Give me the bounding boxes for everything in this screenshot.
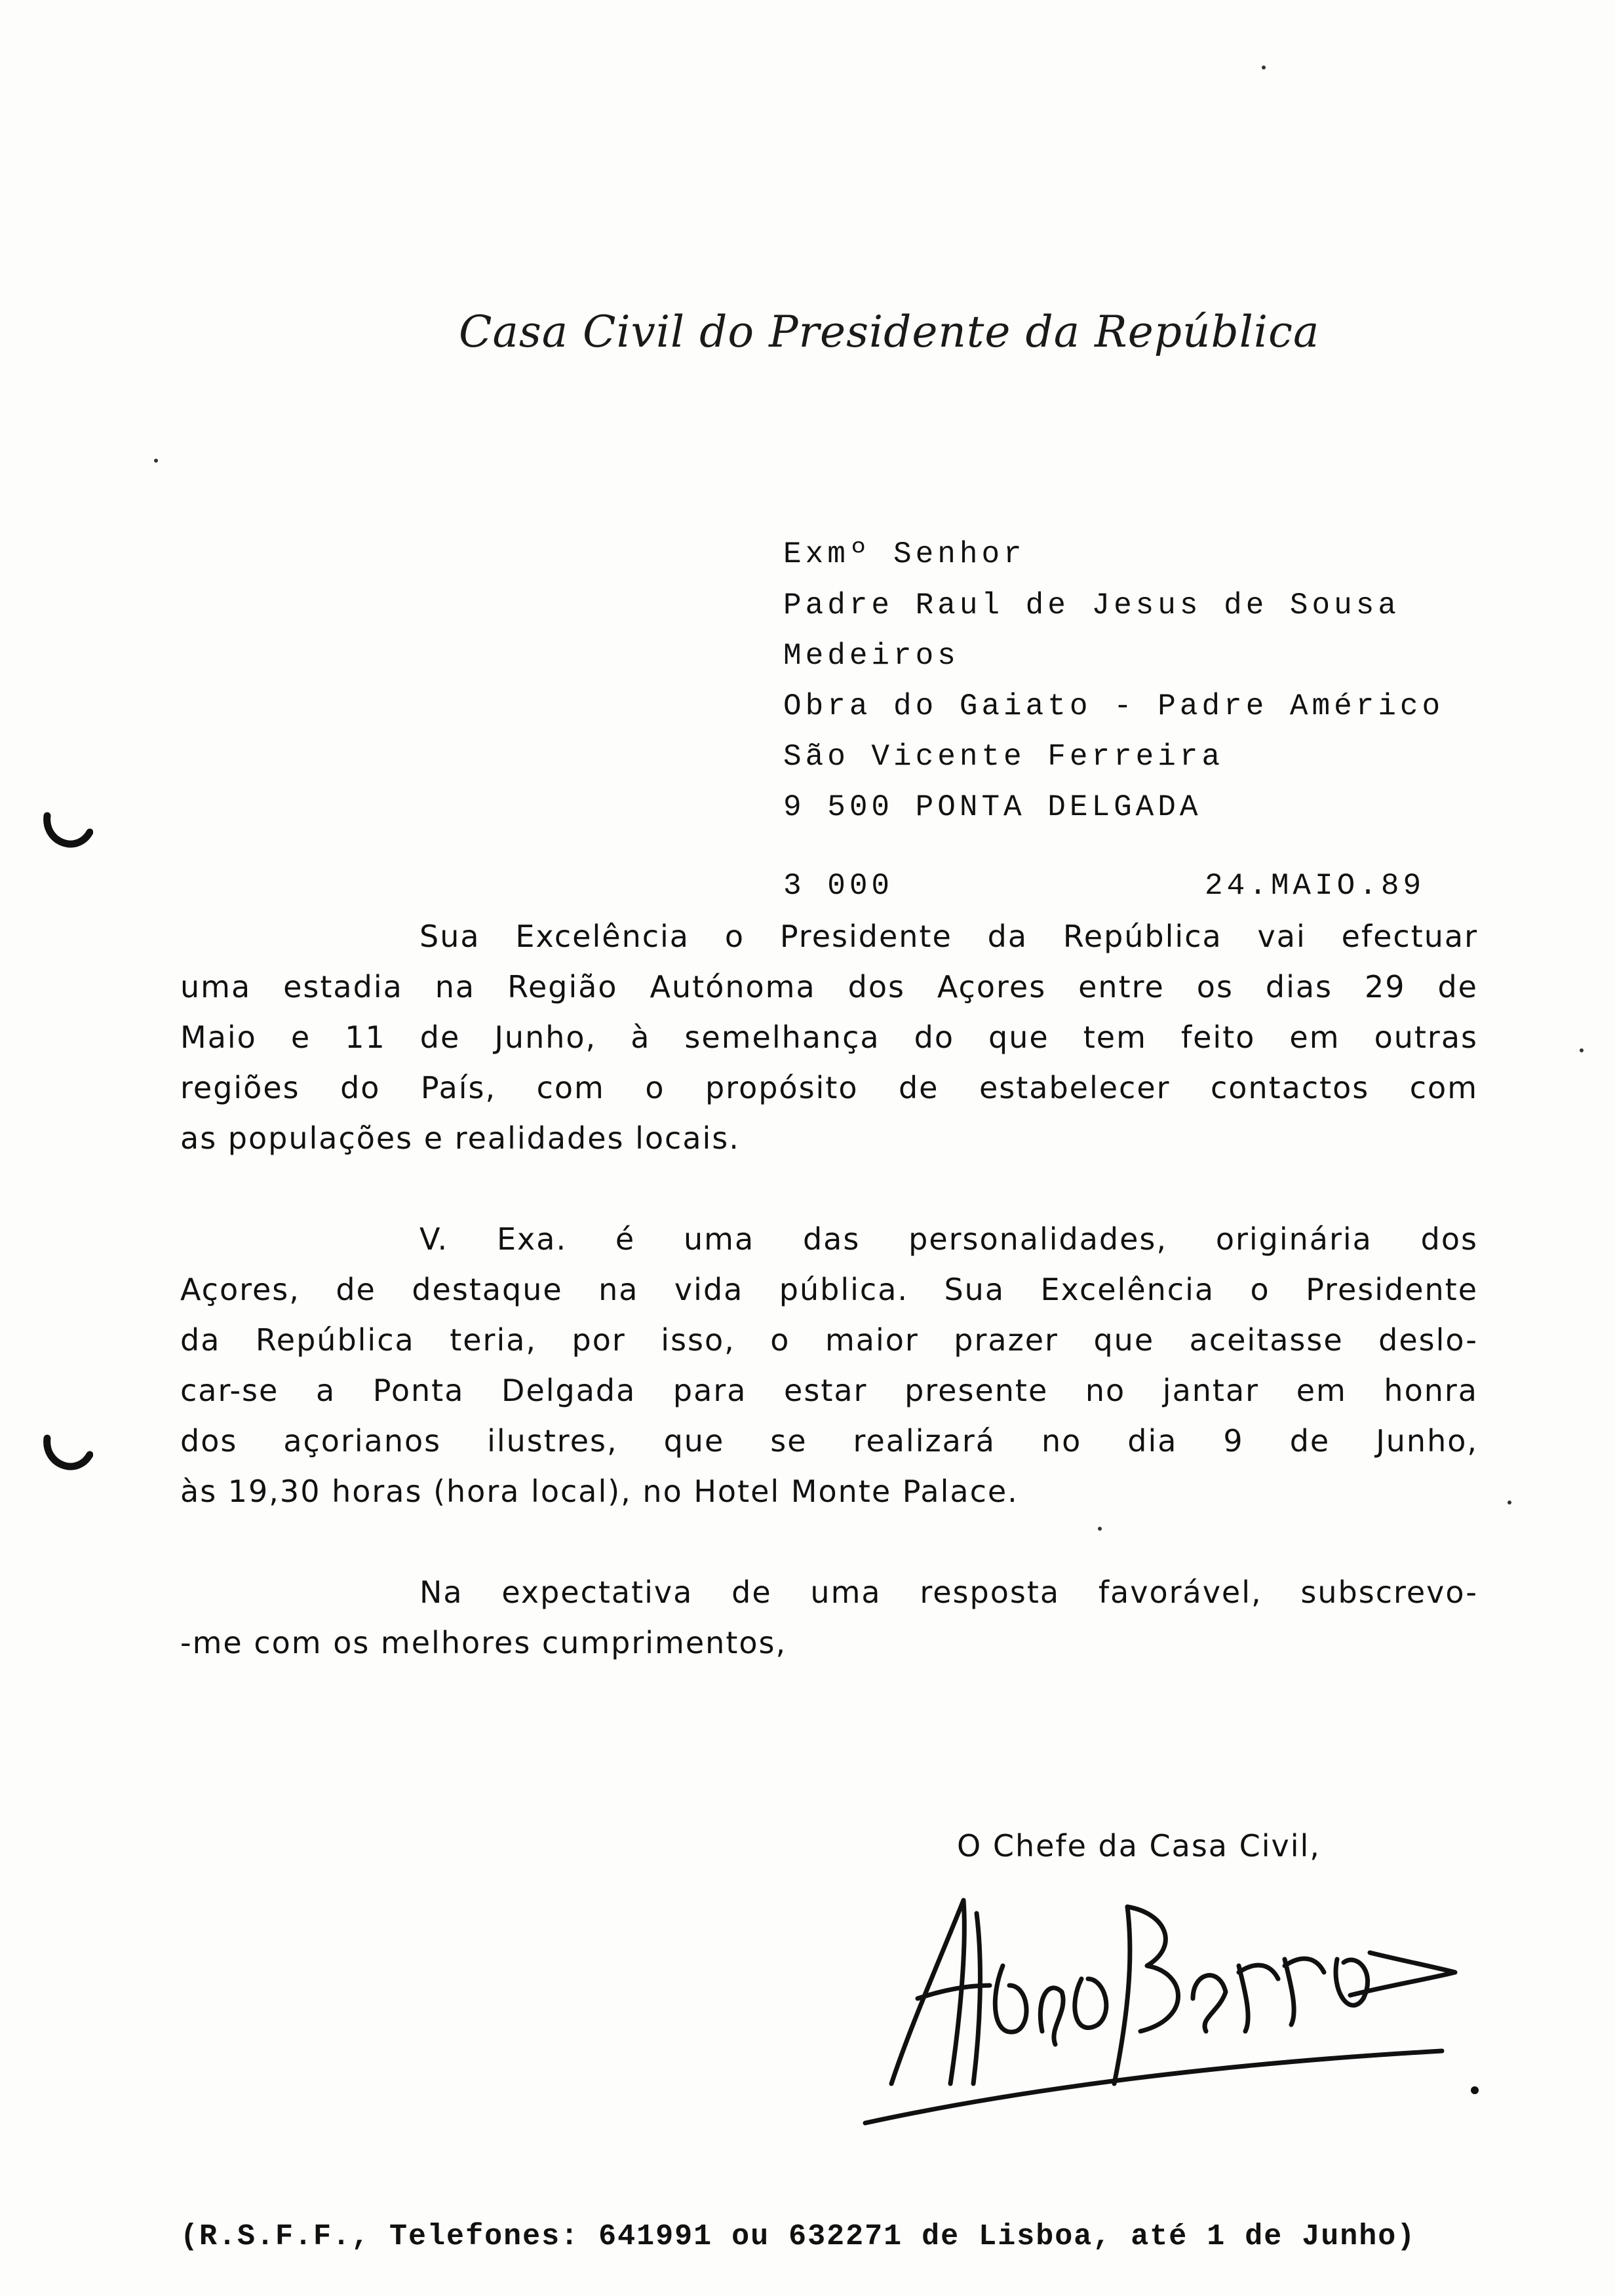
scan-speck [1580, 1048, 1584, 1052]
body-line: Na expectativa de uma resposta favorável, subscrevo- [419, 1575, 1478, 1610]
body-line: Sua Excelência o Presidente da República vai efectuar [419, 919, 1478, 954]
scan-speck [154, 459, 158, 463]
punch-hole-mark-upper [41, 806, 93, 858]
recipient-postal-city: 9 500 PONTA DELGADA [783, 790, 1202, 824]
scan-speck [1098, 1527, 1102, 1531]
recipient-name-line-2: Medeiros [783, 639, 960, 673]
reference-number: 3 000 [783, 869, 894, 903]
punch-hole-mark-lower [41, 1428, 93, 1481]
body-line: dos açorianos ilustres, que se realizará no dia 9 de Junho, [180, 1423, 1478, 1459]
recipient-locality: São Vicente Ferreira [783, 740, 1224, 774]
body-line: car-se a Ponta Delgada para estar presente no jantar em honra [180, 1373, 1478, 1408]
letter-date: 24.MAIO.89 [1205, 869, 1426, 903]
signature [852, 1887, 1481, 2136]
footer-note: (R.S.F.F., Telefones: 641991 ou 632271 de Lisboa, até 1 de Junho) [180, 2220, 1416, 2253]
body-line: regiões do País, com o propósito de estabelecer contactos com [180, 1070, 1478, 1105]
scan-speck [1262, 66, 1266, 69]
body-line: da República teria, por isso, o maior prazer que aceitasse deslo- [180, 1322, 1478, 1358]
body-line: as populações e realidades locais. [180, 1120, 740, 1156]
body-line: às 19,30 horas (hora local), no Hotel Monte Palace. [180, 1474, 1019, 1509]
body-line: Maio e 11 de Junho, à semelhança do que tem feito em outras [180, 1020, 1478, 1055]
body-line: uma estadia na Região Autónoma dos Açores entre os dias 29 de [180, 969, 1478, 1004]
recipient-organization: Obra do Gaiato - Padre Américo [783, 689, 1445, 723]
letterhead: Casa Civil do Presidente da República [459, 307, 1320, 357]
body-line: V. Exa. é uma das personalidades, originária dos [419, 1221, 1478, 1257]
body-line: Açores, de destaque na vida pública. Sua Excelência o Presidente [180, 1272, 1478, 1307]
recipient-name-line-1: Padre Raul de Jesus de Sousa [783, 588, 1400, 622]
closing-line: O Chefe da Casa Civil, [957, 1828, 1321, 1864]
body-line: -me com os melhores cumprimentos, [180, 1625, 787, 1660]
recipient-salutation: Exmº Senhor [783, 537, 1026, 571]
scan-speck [1508, 1501, 1511, 1504]
